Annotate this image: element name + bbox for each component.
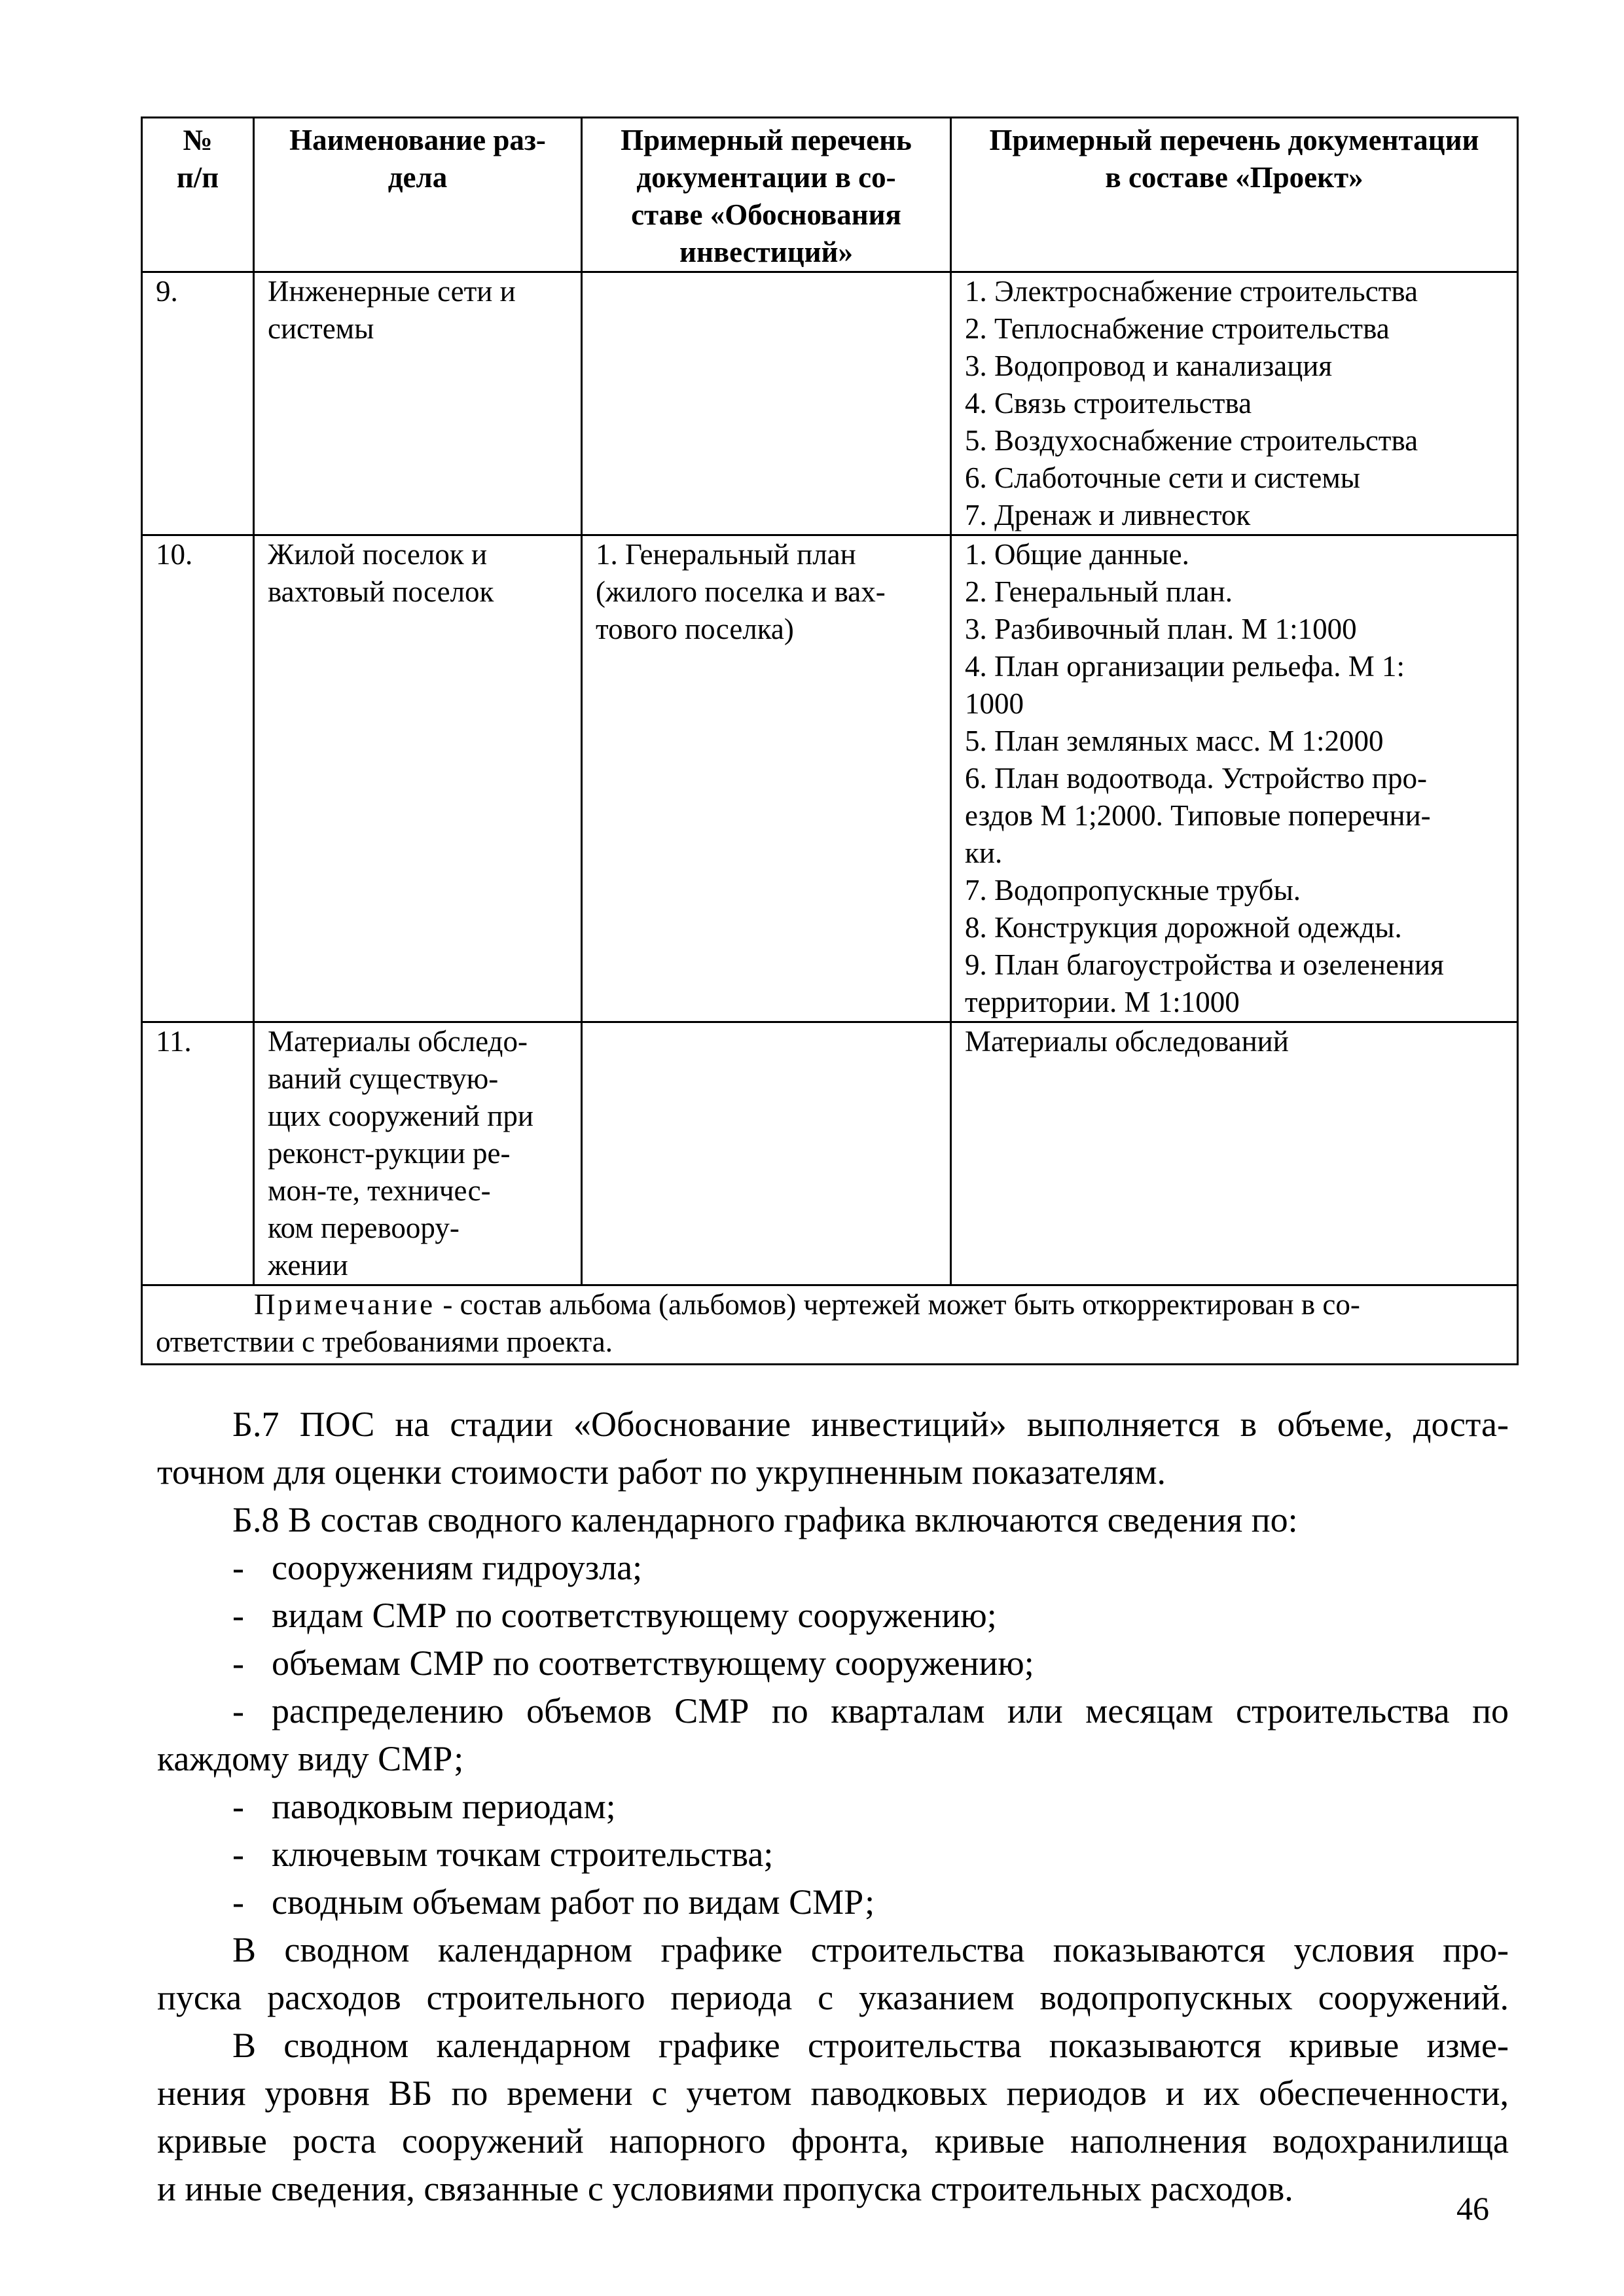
paragraph: В сводном календарном графике строительства показываются условия про- [232,1930,1509,1969]
paragraph: В сводном календарном графике строительства показываются кривые изме- [232,2026,1509,2065]
list-item: - сооружениям гидроузла; [232,1548,643,1587]
cell-num: 9. [142,272,254,535]
header-project-docs: Примерный перечень документации в составе «Проект» [951,118,1518,272]
cell-name: Материалы обследо- ваний существую- щих сооружений при реконст-рукции ре- мон-те, техничес- ком перевоору- жении [254,1022,582,1285]
page-number: 46 [1456,2190,1489,2227]
header-num: № п/п [142,118,254,272]
cell-num: 11. [142,1022,254,1285]
table-note: Примечание - состав альбома (альбомов) чертежей может быть откорректирован в со- ответствии с требованиями проекта. [142,1285,1518,1365]
cell-investment [582,1022,951,1285]
list-item: - объемам СМР по соответствующему сооружению; [232,1643,1034,1683]
table-header-row [142,118,1518,272]
documentation-table [141,117,1519,1365]
table-note-row [142,1285,1518,1365]
cell-name: Инженерные сети и системы [254,272,582,535]
paragraph-b7: Б.7 ПОС на стадии «Обоснование инвестиций» выполняется в объеме, доста- [232,1405,1509,1444]
cell-project: 1. Общие данные. 2. Генеральный план. 3. Разбивочный план. М 1:1000 4. План организации рельефа. М 1: 1000 5. План земляных масс. М 1:2000 6. План водоотвода. Устройство про- ездов М 1;2000. Типовые поперечни- ки. 7. Водопропускные трубы. 8. Конструкция дорожной одежды. 9. План благоустройства и озеленения территории. М 1:1000 [951,535,1518,1022]
list-item: - сводным объемам работ по видам СМР; [232,1882,875,1922]
list-item: - видам СМР по соответствующему сооружению; [232,1596,997,1635]
header-name: Наименование раз- дела [254,118,582,272]
body-text: Б.7 ПОС на стадии «Обоснование инвестиций» выполняется в объеме, доста- точном для оценки стоимости работ по укрупненным показателям. Б.8 В состав сводного календарного графика включаются сведения по: - сооружениям гидроузла; - видам СМР по соответствующему сооружению; - объемам СМР по соответствующему сооружению; - распределению объемов СМР по кварталам или месяцам строительства по каждому виду СМР; - паводковым периодам; - ключевым точкам строительства; - сводным объемам работ по видам СМР; В сводном календарном графике строительства показываются условия про- пуска расходов строительного периода с указанием водопропускных сооружений. В сводном календарном графике строительства показываются кривые изме- нения уровня ВБ по времени с учетом паводковых периодов и их обеспеченности, кривые роста сооружений напорного фронта, кривые наполнения водохранилища и иные сведения, связанные с условиями пропуска строительных расходов. [157,1401,1509,2213]
list-item: - распределению объемов СМР по кварталам или месяцам строительства по [232,1691,1509,1731]
note-label: Примечание [254,1288,436,1321]
cell-investment [582,272,951,535]
cell-name: Жилой поселок и вахтовый поселок [254,535,582,1022]
cell-investment: 1. Генеральный план (жилого поселка и вах- тового поселка) [582,535,951,1022]
table-row [142,535,1518,1022]
table-row [142,1022,1518,1285]
list-item: - ключевым точкам строительства; [232,1835,774,1874]
cell-num: 10. [142,535,254,1022]
cell-project: 1. Электроснабжение строительства 2. Теплоснабжение строительства 3. Водопровод и канализация 4. Связь строительства 5. Воздухоснабжение строительства 6. Слаботочные сети и системы 7. Дренаж и ливнесток [951,272,1518,535]
list-item: - паводковым периодам; [232,1787,616,1826]
cell-project: Материалы обследований [951,1022,1518,1285]
paragraph-b8: Б.8 В состав сводного календарного графика включаются сведения по: [232,1500,1298,1539]
header-investment-docs: Примерный перечень документации в со- ставе «Обоснования инвестиций» [582,118,951,272]
table-row [142,272,1518,535]
